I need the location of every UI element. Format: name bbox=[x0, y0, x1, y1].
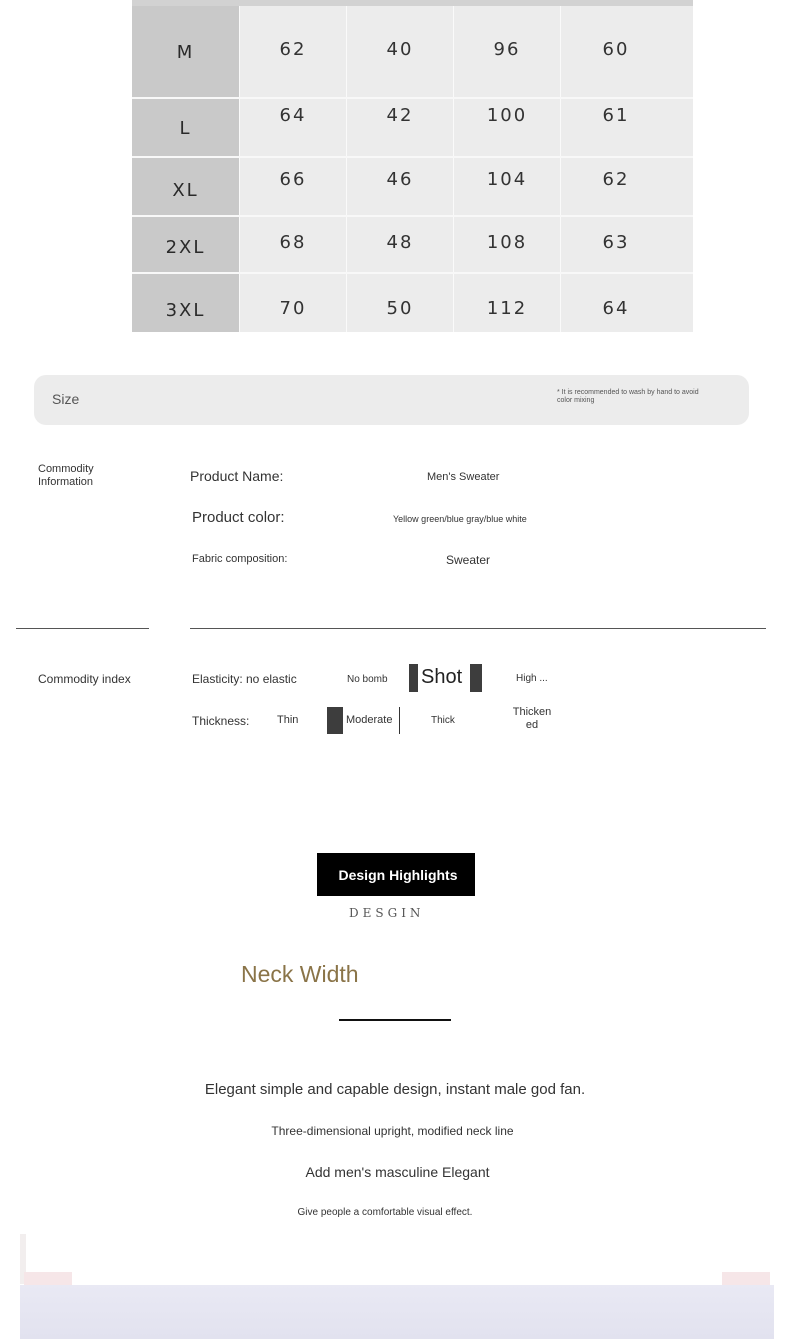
elasticity-option-no-bomb: No bomb bbox=[347, 674, 388, 685]
thickness-label: Thickness: bbox=[192, 714, 250, 728]
measure-cell: 112 bbox=[453, 274, 560, 332]
table-row bbox=[132, 158, 693, 216]
section-underline bbox=[339, 1019, 451, 1021]
measure-cell: 62 bbox=[560, 158, 693, 216]
table-row bbox=[132, 99, 693, 157]
measure-cell: 46 bbox=[346, 158, 453, 216]
measure-cell: 64 bbox=[560, 274, 693, 332]
product-color-label: Product color: bbox=[192, 509, 285, 526]
thickness-option-thickened: Thicken ed bbox=[512, 706, 552, 731]
measure-cell: 68 bbox=[239, 217, 346, 273]
product-name-value: Men's Sweater bbox=[427, 471, 500, 483]
commodity-index-heading: Commodity index bbox=[38, 672, 131, 686]
description-line-1: Elegant simple and capable design, instant male god fan. bbox=[204, 1081, 586, 1098]
table-row bbox=[132, 6, 693, 98]
size-cell: 2XL bbox=[132, 217, 239, 273]
thickness-option-thick: Thick bbox=[431, 715, 455, 726]
measure-cell: 63 bbox=[560, 217, 693, 273]
product-photo bbox=[20, 1285, 774, 1339]
thickness-option-thin: Thin bbox=[277, 714, 299, 726]
product-name-label: Product Name: bbox=[190, 468, 284, 484]
measure-cell: 48 bbox=[346, 217, 453, 273]
elasticity-label: Elasticity: no elastic bbox=[192, 672, 297, 686]
thickness-selection-line bbox=[399, 707, 400, 734]
table-row bbox=[132, 217, 693, 273]
divider-left bbox=[16, 628, 149, 629]
selection-marker-left bbox=[409, 664, 418, 692]
product-photo-accent-left bbox=[24, 1272, 72, 1285]
thickness-option-moderate: Moderate bbox=[346, 714, 393, 726]
selection-marker-right bbox=[470, 664, 482, 692]
fabric-label: Fabric composition: bbox=[192, 553, 288, 565]
thickness-selection-marker bbox=[327, 707, 343, 734]
measure-cell: 42 bbox=[346, 99, 453, 157]
commodity-info-heading bbox=[38, 463, 94, 489]
measure-cell: 70 bbox=[239, 274, 346, 332]
design-highlights-badge: Design Highlights bbox=[317, 853, 475, 896]
commodity-info-heading-line2: Information bbox=[38, 476, 94, 488]
description-line-4: Give people a comfortable visual effect. bbox=[297, 1207, 473, 1218]
measure-cell: 104 bbox=[453, 158, 560, 216]
measure-cell: 64 bbox=[239, 99, 346, 157]
elasticity-option-high: High ... bbox=[516, 673, 548, 684]
design-subtitle: DESGIN bbox=[349, 906, 425, 920]
description-line-2: Three-dimensional upright, modified neck line bbox=[271, 1124, 514, 1138]
size-cell: 3XL bbox=[132, 274, 239, 332]
measure-cell: 66 bbox=[239, 158, 346, 216]
measure-cell: 60 bbox=[560, 6, 693, 98]
product-photo-top bbox=[20, 1234, 774, 1285]
measure-cell: 61 bbox=[560, 99, 693, 157]
measure-cell: 108 bbox=[453, 217, 560, 273]
description-line-3: Add men's masculine Elegant bbox=[305, 1164, 490, 1180]
size-cell: L bbox=[132, 99, 239, 157]
measure-cell: 40 bbox=[346, 6, 453, 98]
size-bar bbox=[34, 375, 749, 425]
size-cell: M bbox=[132, 6, 239, 98]
product-photo-accent-right bbox=[722, 1272, 770, 1285]
fabric-value: Sweater bbox=[446, 553, 491, 567]
measure-cell: 100 bbox=[453, 99, 560, 157]
product-color-value: Yellow green/blue gray/blue white bbox=[393, 514, 527, 524]
section-title: Neck Width bbox=[241, 961, 359, 987]
measure-cell: 62 bbox=[239, 6, 346, 98]
divider-right bbox=[190, 628, 766, 629]
size-cell: XL bbox=[132, 158, 239, 216]
size-bar-label: Size bbox=[52, 391, 80, 407]
wash-note: * It is recommended to wash by hand to avoid color mixing bbox=[557, 389, 699, 404]
elasticity-option-shot: Shot bbox=[421, 666, 463, 688]
table-row bbox=[132, 274, 693, 332]
measure-cell: 50 bbox=[346, 274, 453, 332]
commodity-info-heading-line1: Commodity bbox=[38, 463, 94, 475]
measure-cell: 96 bbox=[453, 6, 560, 98]
